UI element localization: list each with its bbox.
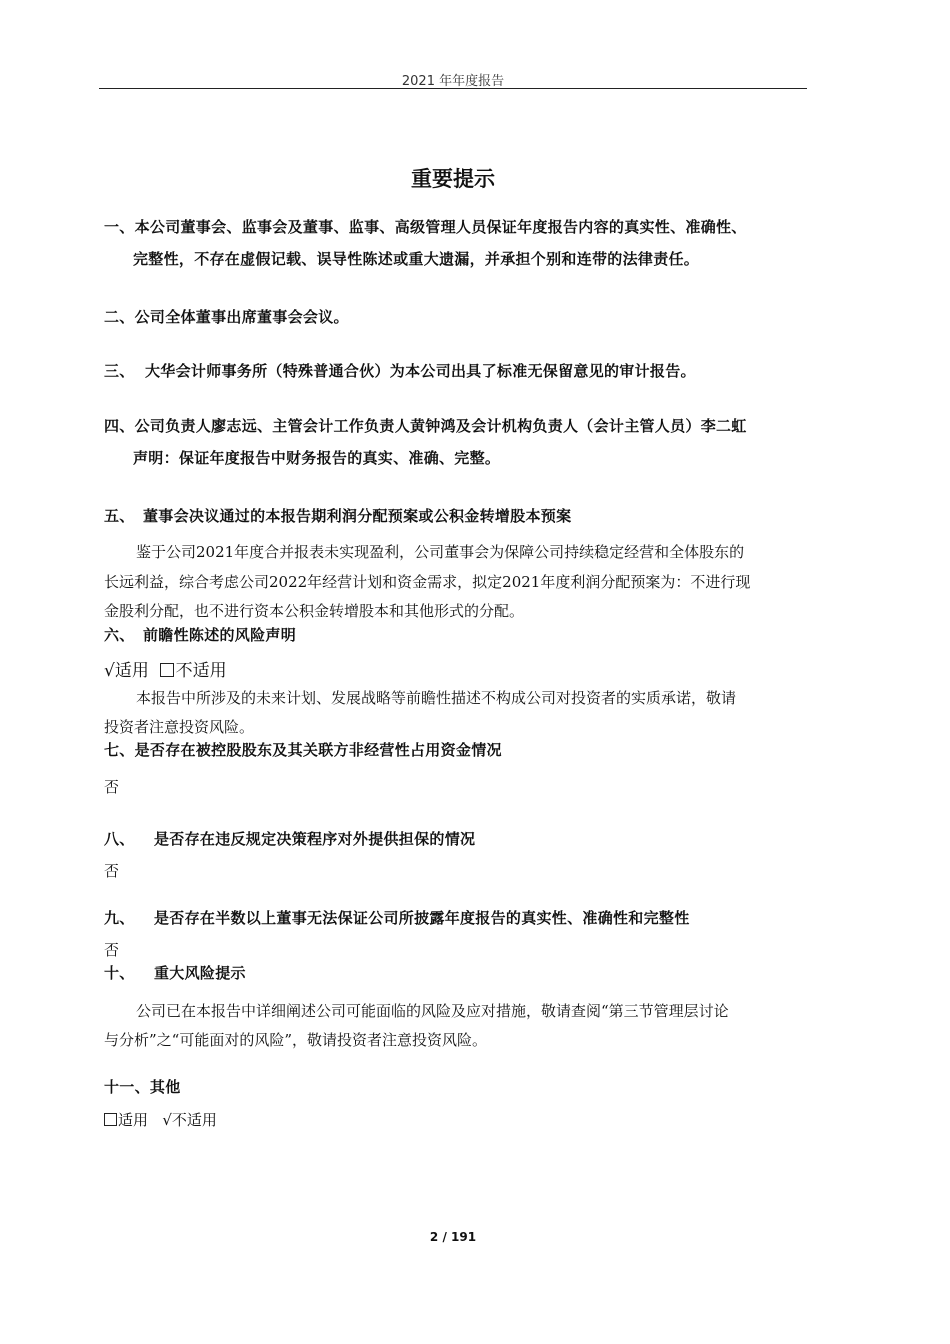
empty-checkbox-icon [160,663,174,677]
section-6-number: 六、 [104,626,135,644]
section-3-number: 三、 [104,362,135,380]
section-5-body-3: 金股利分配，也不进行资本公积金转增股本和其他形式的分配。 [104,602,525,620]
page-title: 重要提示 [411,167,495,191]
page-header: 2021 年年度报告 [401,74,505,89]
option-not-applicable-label: 不适用 [175,661,227,681]
section-4-line-1: 四、公司负责人廖志远、主管会计工作负责人黄钟鸿及会计机构负责人（会计主管人员）李二虹 [104,417,747,435]
section-1-line-1: 一、本公司董事会、监事会及董事、监事、高级管理人员保证年度报告内容的真实性、准确性、 [104,218,747,236]
header-divider [99,88,807,89]
check-mark-icon: √ [162,1111,172,1129]
section-8-number: 八、 [104,830,135,848]
section-9-number: 九、 [104,909,135,927]
empty-checkbox-icon [104,1113,117,1126]
section-5-body-2: 长远利益，综合考虑公司2022年经营计划和资金需求，拟定2021年度利润分配预案为：不进行现 [104,573,751,591]
section-4-line-2: 声明：保证年度报告中财务报告的真实、准确、完整。 [133,449,501,467]
section-6-title: 前瞻性陈述的风险声明 [143,626,297,644]
section-6-body-2: 投资者注意投资风险。 [104,718,255,736]
section-11-title: 十一、其他 [104,1078,181,1096]
section-10-number: 十、 [104,964,135,982]
section-10-body-2: 与分析”之“可能面对的风险”，敬请投资者注意投资风险。 [104,1031,488,1049]
section-9-answer: 否 [104,941,120,959]
section-6-body-1: 本报告中所涉及的未来计划、发展战略等前瞻性描述不构成公司对投资者的实质承诺，敬请 [136,689,737,707]
section-7-title: 七、是否存在被控股股东及其关联方非经营性占用资金情况 [104,741,502,759]
section-7-answer: 否 [104,778,120,796]
section-9-title: 是否存在半数以上董事无法保证公司所披露年度报告的真实性、准确性和完整性 [154,909,690,927]
section-2: 二、公司全体董事出席董事会会议。 [104,308,349,326]
page-number: 2 / 191 [429,1230,477,1244]
section-3-text: 大华会计师事务所（特殊普通合伙）为本公司出具了标准无保留意见的审计报告。 [145,362,696,380]
check-mark-icon: √ [104,661,115,681]
section-1-line-2: 完整性，不存在虚假记载、误导性陈述或重大遗漏，并承担个别和连带的法律责任。 [133,250,700,268]
section-10-title: 重大风险提示 [154,964,246,982]
section-11-options [104,1109,217,1130]
section-8-title: 是否存在违反规定决策程序对外提供担保的情况 [154,830,476,848]
section-8-answer: 否 [104,862,120,880]
section-6-options [104,656,227,681]
option-applicable-label: 适用 [118,1111,149,1129]
section-5-body-1: 鉴于公司2021年度合并报表未实现盈利，公司董事会为保障公司持续稳定经营和全体股东的 [136,543,745,561]
section-5-number: 五、 [104,507,135,525]
option-not-applicable-label: 不适用 [171,1111,217,1129]
section-5-title: 董事会决议通过的本报告期利润分配预案或公积金转增股本预案 [143,507,572,525]
option-applicable-label: 适用 [114,661,149,681]
section-10-body-1: 公司已在本报告中详细阐述公司可能面临的风险及应对措施，敬请查阅“第三节管理层讨论 [136,1002,729,1020]
